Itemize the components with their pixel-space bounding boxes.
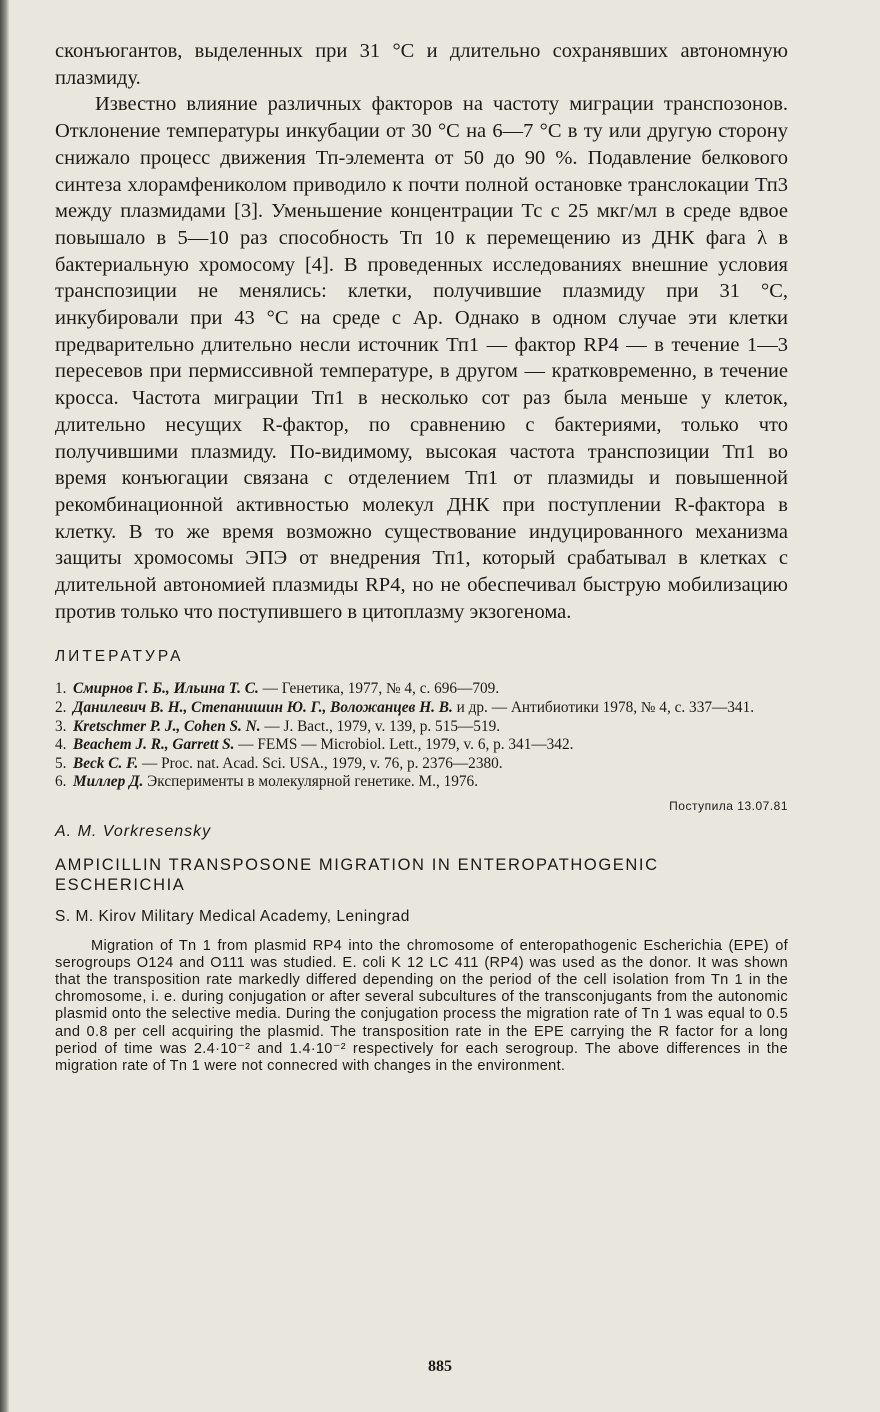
english-affiliation: S. M. Kirov Military Medical Academy, Leningrad [55, 908, 410, 926]
english-title: AMPICILLIN TRANSPOSONE MIGRATION IN ENTEROPATHOGENIC ESCHERICHIA [55, 856, 659, 895]
page-number: 885 [428, 1358, 452, 1375]
book-spine-shadow [0, 0, 9, 1412]
reference-item: 4. Beachem J. R., Garrett S. — FEMS — Microbiol. Lett., 1979, v. 6, p. 341—342. [55, 736, 574, 754]
paragraph-main: Известно влияние различных факторов на частоту миграции транспозонов. Отклонение температуры инкубации от 30 °С на 6—7 °С в ту или другую сторону снижало процесс движения Тп-элемента от 50 до 90 %. Подавление белкового синтеза хлорамфениколом приводило к почти полной остановке транслокации Тп3 между плазмидами [3]. Уменьшение концентрации Тс с 25 мкг/мл в среде вдвое повышало в 5—10 раз способность Тп 10 к перемещению из ДНК фага λ в бактериальную хромосому [4]. В проведенных исследованиях внешние условия транспозиции не менялись: клетки, получившие плазмиду при 31 °С, инкубировали при 43 °С на среде с Ар. Однако в одном случае эти клетки предварительно длительно несли источник Тп1 — фактор RP4 — в течение 1—3 пересевов при пермиссивной температуре, в другом — кратковременно, в течение кросса. Частота миграции Тп1 в несколько сот раз была меньше у клеток, длительно несущих R-фактор, по сравнению с бактериями, только что получившими плазмиду. По-видимому, высокая частота транспозиции Тп1 во время конъюгации связана с отделением Тп1 от плазмиды и повышенной рекомбинационной активностью молекул ДНК при поступлении R-фактора в клетку. В то же время возможно существование индуцированного механизма защиты хромосомы ЭПЭ от внедрения Тп1, который срабатывал в клетках с длительной автономией плазмиды RP4, но не обеспечивал быструю мобилизацию против только что поступившего в цитоплазму экзогенома. [55, 93, 788, 623]
reference-item: 6. Миллер Д. Эксперименты в молекулярной генетике. М., 1976. [55, 773, 479, 791]
body-text [55, 38, 788, 625]
paragraph-continuation: сконъюгантов, выделенных при 31 °С и длительно сохранявших автономную плазмиду. [55, 40, 788, 89]
english-abstract: Migration of Tn 1 from plasmid RP4 into the chromosome of enteropathogenic Escherichia (EPE) of serogroups O124 and O111 was studied. E. coli K 12 LC 411 (RP4) was used as the donor. It was shown that the transposition rate markedly differed depending on the period of the cell isolation from Tn 1 in the chromosome, i. e. during conjugation or after several subcultures of the transconjugants from the autonomic plasmid onto the selective media. During the conjugation process the migration rate of Tn 1 was equal to 0.5 and 0.8 per cell acquiring the plasmid. The transposition rate in the EPE carrying the R factor for a long period of time was 2.4·10⁻² and 1.4·10⁻² respectively for each serogroup. The above differences in the migration rate of Tn 1 were not connecred with changes in the environment. [55, 938, 788, 1074]
reference-item: 5. Beck C. F. — Proc. nat. Acad. Sci. USA., 1979, v. 76, p. 2376—2380. [55, 754, 503, 772]
reference-item: 2. Данилевич В. Н., Степанишин Ю. Г., Воложанцев Н. В. и др. — Антибиотики 1978, № 4, с. 337—341. [55, 699, 755, 717]
english-author: A. M. Vorkresensky [55, 823, 212, 841]
page-content [55, 38, 788, 1075]
reference-item: 1. Смирнов Г. Б., Ильина Т. С. — Генетика, 1977, № 4, с. 696—709. [55, 680, 500, 698]
reference-item: 3. Kretschmer P. J., Cohen S. N. — J. Bact., 1979, v. 139, p. 515—519. [55, 717, 501, 735]
received-date: Поступила 13.07.81 [669, 799, 788, 814]
references-heading: ЛИТЕРАТУРА [55, 648, 184, 666]
references-list [55, 680, 788, 792]
